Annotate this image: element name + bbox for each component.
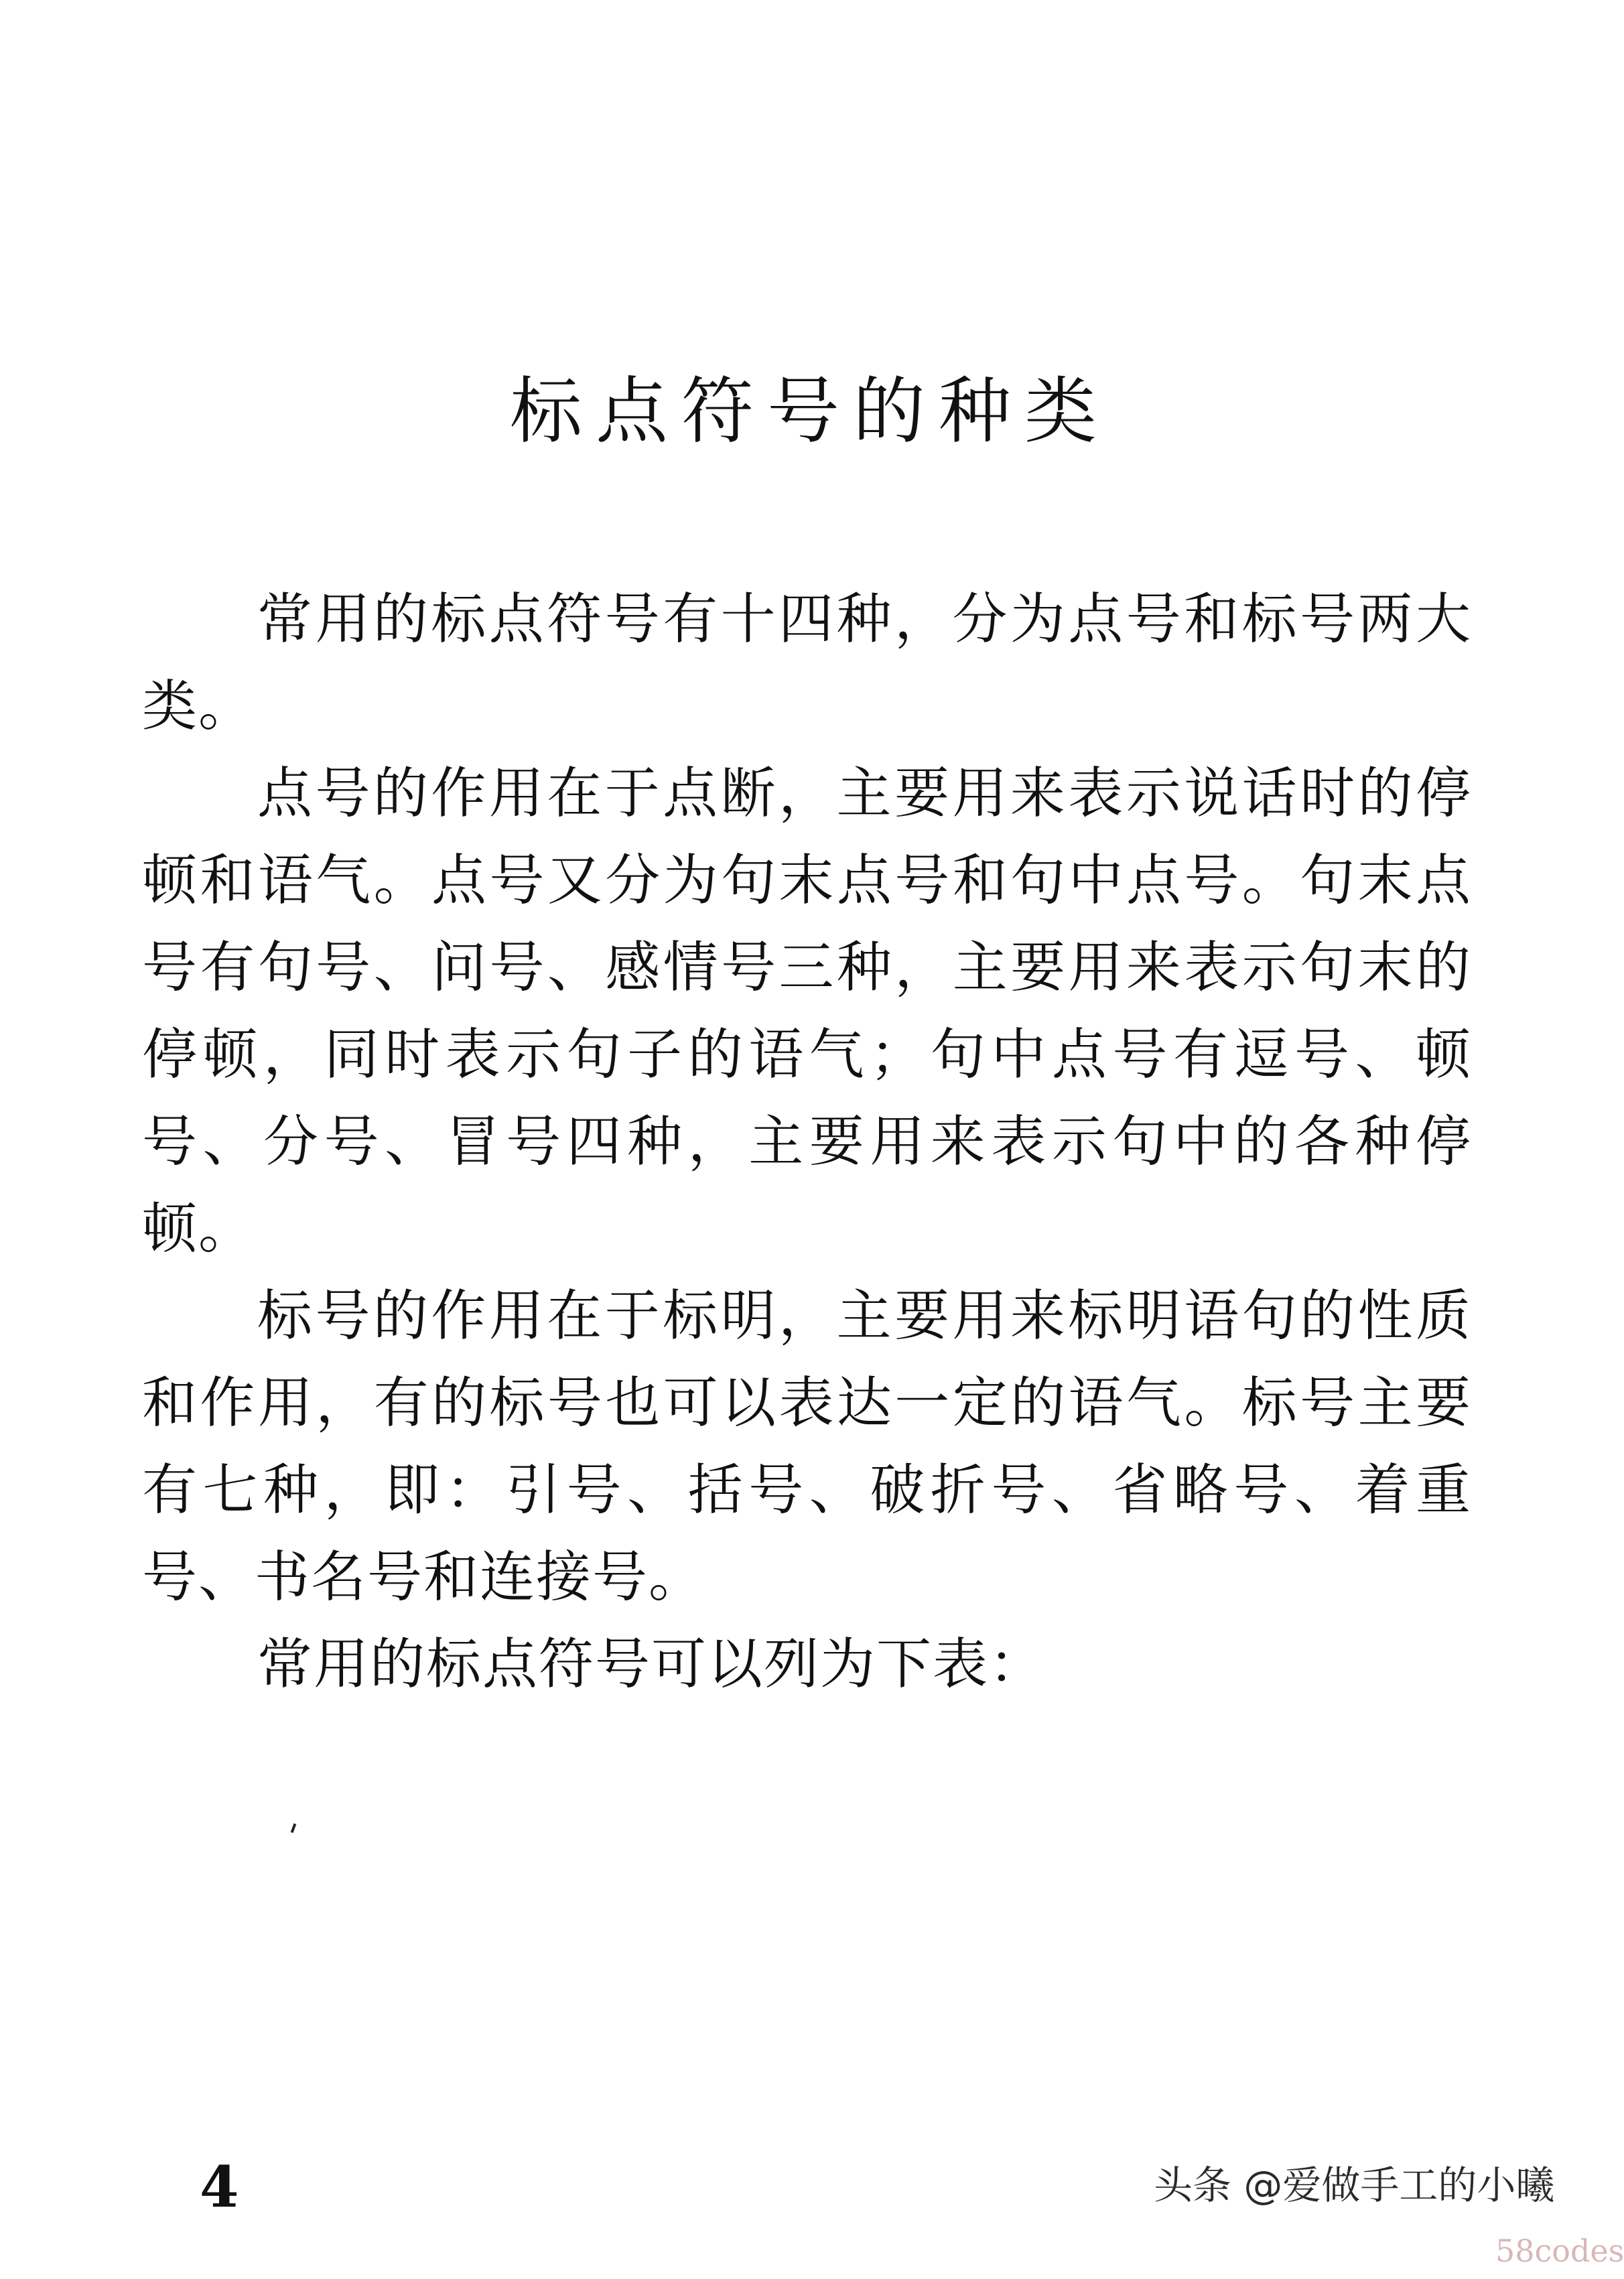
page-title: 标点符号的种类 — [509, 370, 1110, 454]
body-text — [142, 576, 1472, 1708]
paragraph: 常用的标点符号有十四种，分为点号和标号两大类。 — [142, 588, 1472, 738]
scan-speck — [291, 1823, 297, 1834]
page-number: 4 — [200, 2154, 239, 2220]
paragraph: 常用的标点符号可以列为下表： — [257, 1633, 1046, 1696]
paragraph: 标号的作用在于标明，主要用来标明语句的性质和作用，有的标号也可以表达一定的语气。标号主要有七种，即：引号、括号、破折号、省略号、着重号、书名号和连接号。 — [142, 1284, 1472, 1609]
corner-watermark: 58codes — [1495, 2233, 1624, 2269]
watermark-text: 头条 @爱做手工的小曦 — [1154, 2162, 1555, 2208]
paragraph: 点号的作用在于点断，主要用来表示说话时的停顿和语气。点号又分为句末点号和句中点号。句末点号有句号、问号、感情号三种，主要用来表示句末的停顿，同时表示句子的语气；句中点号有逗号、顿号、分号、冒号四种，主要用来表示句中的各种停顿。 — [142, 762, 1472, 1261]
